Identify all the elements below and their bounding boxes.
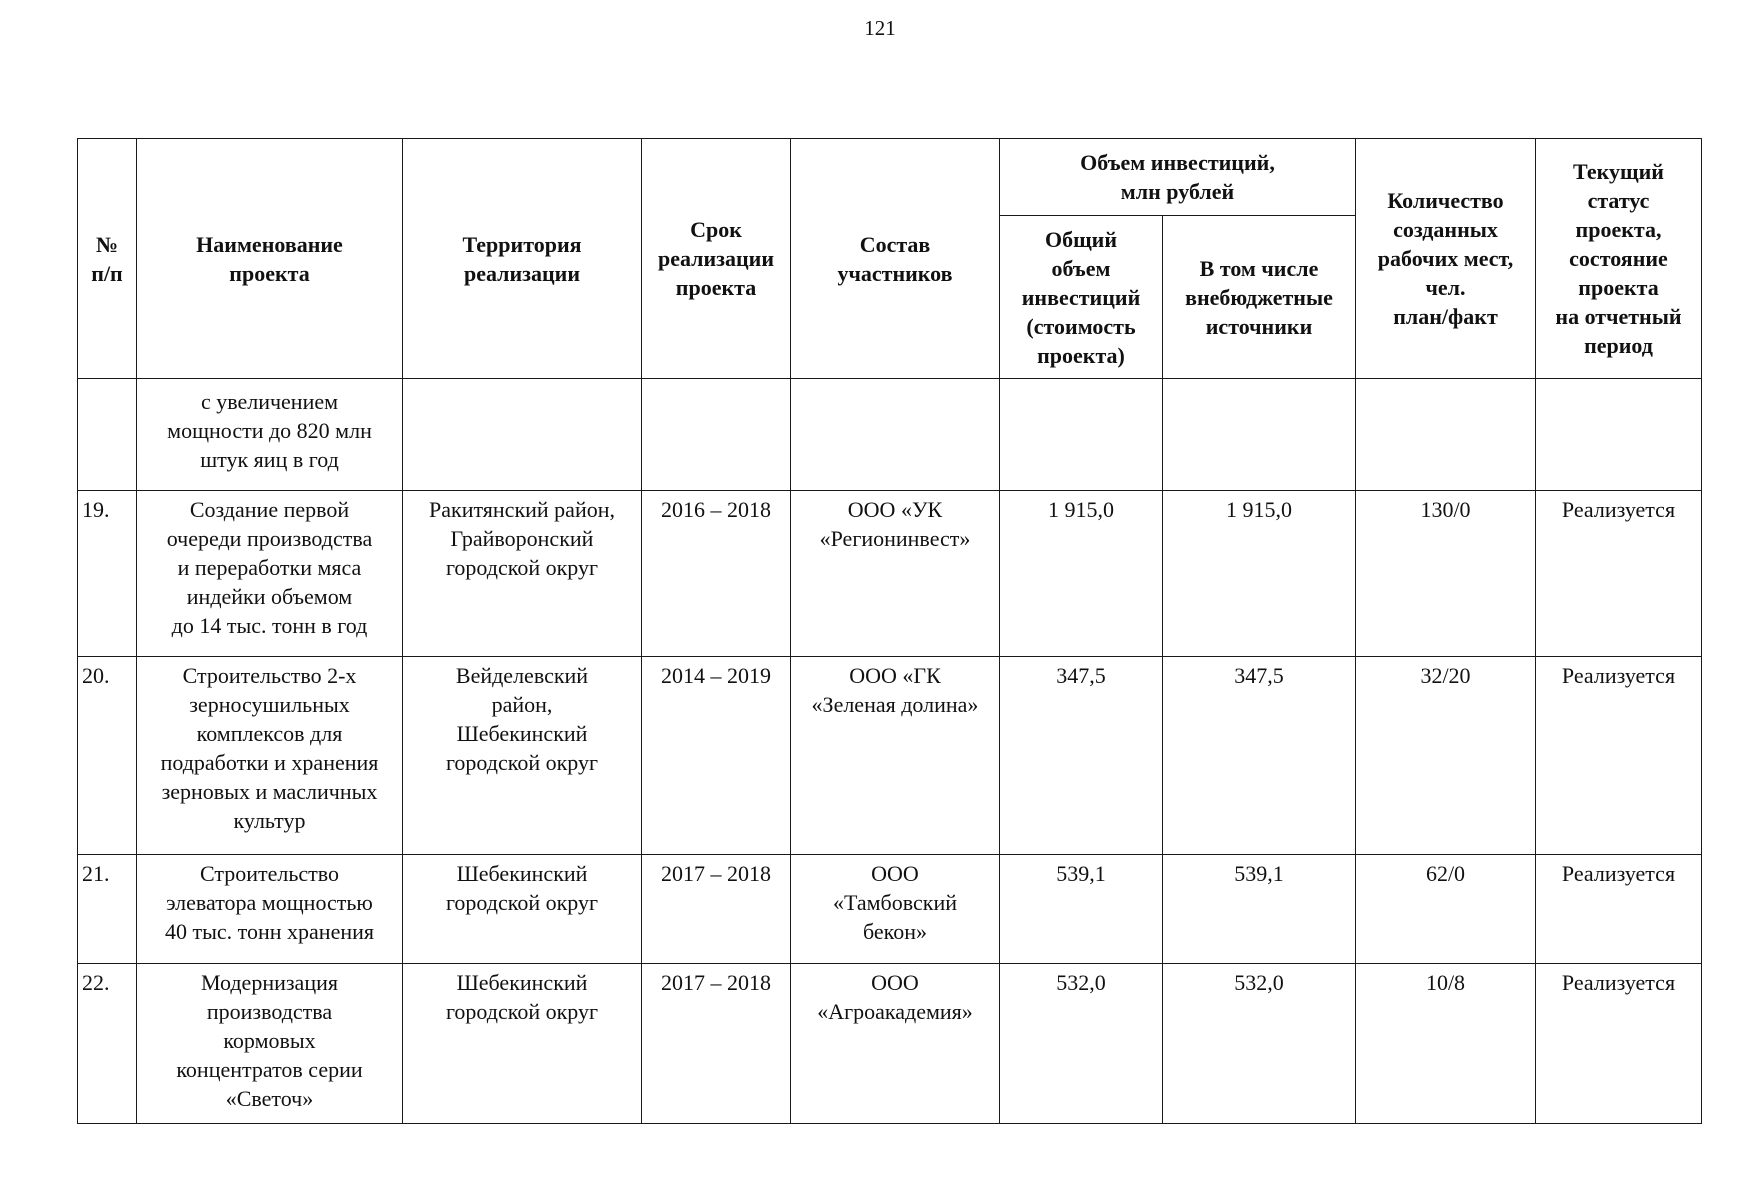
cell-status: Реализуется bbox=[1536, 964, 1702, 1124]
cell-extra-budget: 347,5 bbox=[1163, 657, 1356, 855]
cell-status: Реализуется bbox=[1536, 855, 1702, 964]
cell-period: 2017 – 2018 bbox=[642, 964, 791, 1124]
cell-num: 19. bbox=[78, 491, 137, 657]
cell-total-investment bbox=[1000, 379, 1163, 491]
cell-total-investment: 532,0 bbox=[1000, 964, 1163, 1124]
cell-extra-budget: 1 915,0 bbox=[1163, 491, 1356, 657]
cell-total-investment: 347,5 bbox=[1000, 657, 1163, 855]
table-row bbox=[78, 379, 1702, 491]
cell-total-investment: 1 915,0 bbox=[1000, 491, 1163, 657]
cell-participants bbox=[791, 379, 1000, 491]
header-period: Срок реализации проекта bbox=[642, 139, 791, 379]
cell-num bbox=[78, 379, 137, 491]
cell-participants: ООО «УК «Регионинвест» bbox=[791, 491, 1000, 657]
cell-jobs: 10/8 bbox=[1356, 964, 1536, 1124]
cell-status: Реализуется bbox=[1536, 657, 1702, 855]
cell-num: 21. bbox=[78, 855, 137, 964]
cell-territory: Шебекинский городской округ bbox=[403, 855, 642, 964]
table-row bbox=[78, 657, 1702, 855]
header-investment-group: Объем инвестиций, млн рублей bbox=[1000, 139, 1356, 216]
header-row-1 bbox=[78, 139, 1702, 216]
cell-project-name: Создание первой очереди производства и переработки мяса индейки объемом до 14 тыс. тонн в год bbox=[137, 491, 403, 657]
cell-period bbox=[642, 379, 791, 491]
cell-project-name: с увеличением мощности до 820 млн штук яиц в год bbox=[137, 379, 403, 491]
cell-project-name: Модернизация производства кормовых концентратов серии «Светоч» bbox=[137, 964, 403, 1124]
header-status: Текущий статус проекта, состояние проекта на отчетный период bbox=[1536, 139, 1702, 379]
cell-territory bbox=[403, 379, 642, 491]
cell-project-name: Строительство 2-х зерносушильных комплексов для подработки и хранения зерновых и масличных культур bbox=[137, 657, 403, 855]
cell-extra-budget bbox=[1163, 379, 1356, 491]
cell-jobs: 130/0 bbox=[1356, 491, 1536, 657]
cell-status bbox=[1536, 379, 1702, 491]
cell-participants: ООО «ГК «Зеленая долина» bbox=[791, 657, 1000, 855]
cell-territory: Вейделевский район, Шебекинский городской округ bbox=[403, 657, 642, 855]
header-num: № п/п bbox=[78, 139, 137, 379]
header-name: Наименование проекта bbox=[137, 139, 403, 379]
cell-num: 22. bbox=[78, 964, 137, 1124]
table-row bbox=[78, 964, 1702, 1124]
cell-project-name: Строительство элеватора мощностью 40 тыс. тонн хранения bbox=[137, 855, 403, 964]
header-jobs: Количество созданных рабочих мест, чел. план/факт bbox=[1356, 139, 1536, 379]
cell-period: 2016 – 2018 bbox=[642, 491, 791, 657]
cell-extra-budget: 539,1 bbox=[1163, 855, 1356, 964]
cell-territory: Шебекинский городской округ bbox=[403, 964, 642, 1124]
table-row bbox=[78, 491, 1702, 657]
cell-jobs: 32/20 bbox=[1356, 657, 1536, 855]
header-participants: Состав участников bbox=[791, 139, 1000, 379]
header-extra-budget: В том числе внебюджетные источники bbox=[1163, 216, 1356, 379]
table-row bbox=[78, 855, 1702, 964]
cell-territory: Ракитянский район, Грайворонский городской округ bbox=[403, 491, 642, 657]
header-territory: Территория реализации bbox=[403, 139, 642, 379]
cell-period: 2014 – 2019 bbox=[642, 657, 791, 855]
cell-jobs: 62/0 bbox=[1356, 855, 1536, 964]
cell-jobs bbox=[1356, 379, 1536, 491]
cell-num: 20. bbox=[78, 657, 137, 855]
page-number: 121 bbox=[864, 16, 896, 40]
cell-period: 2017 – 2018 bbox=[642, 855, 791, 964]
header-total-investment: Общий объем инвестиций (стоимость проекта) bbox=[1000, 216, 1163, 379]
cell-participants: ООО «Агроакадемия» bbox=[791, 964, 1000, 1124]
cell-status: Реализуется bbox=[1536, 491, 1702, 657]
cell-total-investment: 539,1 bbox=[1000, 855, 1163, 964]
investment-projects-table bbox=[77, 138, 1702, 1124]
cell-participants: ООО «Тамбовский бекон» bbox=[791, 855, 1000, 964]
cell-extra-budget: 532,0 bbox=[1163, 964, 1356, 1124]
